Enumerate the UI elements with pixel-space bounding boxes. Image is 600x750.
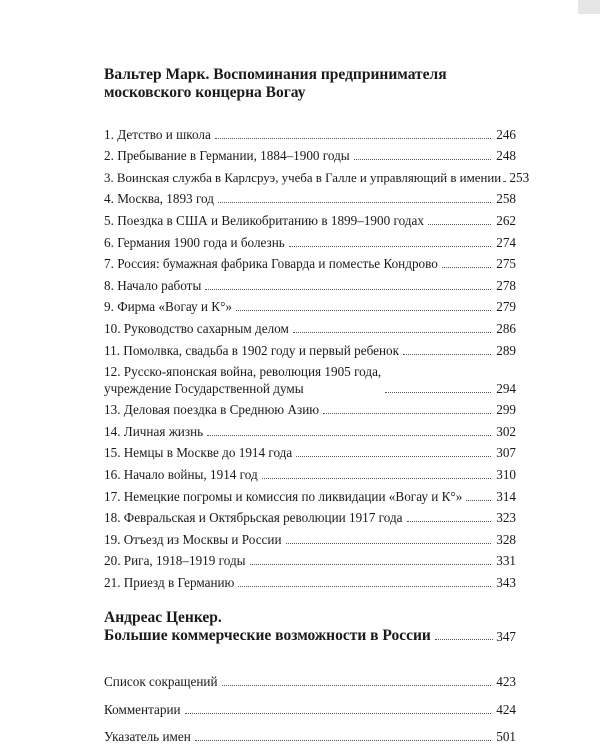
toc-list	[104, 121, 530, 591]
toc-entry-2[interactable]: 2. Пребывание в Германии, 1884–1900 годы 248	[104, 148, 516, 164]
section-title-line-1: Вальтер Марк. Воспоминания предпринимателя	[104, 66, 447, 83]
toc-entry-10[interactable]: 10. Руководство сахарным делом 286	[104, 320, 516, 336]
toc-entry-3[interactable]: 3. Воинская служба в Карлсруэ, учеба в Галле и управляющий в имении 253	[104, 169, 530, 185]
toc-entry-12-line-1: 12. Русско-японская война, революция 1905 года,	[104, 363, 382, 379]
toc-entry-16[interactable]: 16. Начало войны, 1914 год 310	[104, 466, 516, 482]
toc-entry-8[interactable]: 8. Начало работы 278	[104, 277, 516, 293]
toc-entry-15[interactable]: 15. Немцы в Москве до 1914 года 307	[104, 445, 516, 461]
toc-entry-17[interactable]: 17. Немецкие погромы и комиссия по ликвидации «Вогау и К°» 314	[104, 488, 516, 504]
toc-entry-4[interactable]: 4. Москва, 1893 год 258	[104, 191, 516, 207]
toc-entry-21[interactable]: 21. Приезд в Германию 343	[104, 574, 516, 590]
section-title-line-2: московского концерна Вогау	[104, 84, 306, 101]
toc-entry-19[interactable]: 19. Отъезд из Москвы и России 328	[104, 531, 516, 547]
table-of-contents-page	[104, 66, 530, 745]
toc-entry-20[interactable]: 20. Рига, 1918–1919 годы 331	[104, 553, 516, 569]
section-zenker[interactable]	[104, 609, 516, 645]
toc-entry-6[interactable]: 6. Германия 1900 года и болезнь 274	[104, 234, 516, 250]
toc-entry-13[interactable]: 13. Деловая поездка в Среднюю Азию 299	[104, 402, 516, 418]
section-zenker-title-row	[104, 627, 516, 645]
toc-entry-11[interactable]: 11. Помолвка, свадьба в 1902 году и первый ребенок 289	[104, 342, 516, 358]
back-matter-name-index[interactable]: Указатель имен 501	[104, 729, 516, 745]
toc-entry-12[interactable]: 12. Русско-японская война, революция 1905 года, учреждение Государственной думы 294	[104, 363, 516, 396]
toc-entry-7[interactable]: 7. Россия: бумажная фабрика Говарда и поместье Кондрово 275	[104, 256, 516, 272]
toc-entry-5[interactable]: 5. Поездка в США и Великобританию в 1899–1900 годах 262	[104, 212, 516, 228]
toc-entry-12-line-2: учреждение Государственной думы	[104, 380, 304, 396]
back-matter-commentary[interactable]: Комментарии 424	[104, 701, 516, 717]
toc-entry-9[interactable]: 9. Фирма «Вогау и К°» 279	[104, 299, 516, 315]
back-matter-abbreviations[interactable]: Список сокращений 423	[104, 674, 516, 690]
toc-entry-1[interactable]: 1. Детство и школа 246	[104, 126, 516, 142]
section-zenker-author: Андреас Ценкер.	[104, 608, 222, 626]
toc-entry-14[interactable]: 14. Личная жизнь 302	[104, 423, 516, 439]
page-corner-tab	[578, 0, 600, 14]
section-title-mark	[104, 66, 516, 102]
toc-entry-18[interactable]: 18. Февральская и Октябрьская революции 1917 года 323	[104, 510, 516, 526]
back-matter-list	[104, 663, 516, 746]
section-zenker-title: Большие коммерческие возможности в России	[104, 626, 431, 644]
section-zenker-page: 347	[496, 628, 516, 644]
